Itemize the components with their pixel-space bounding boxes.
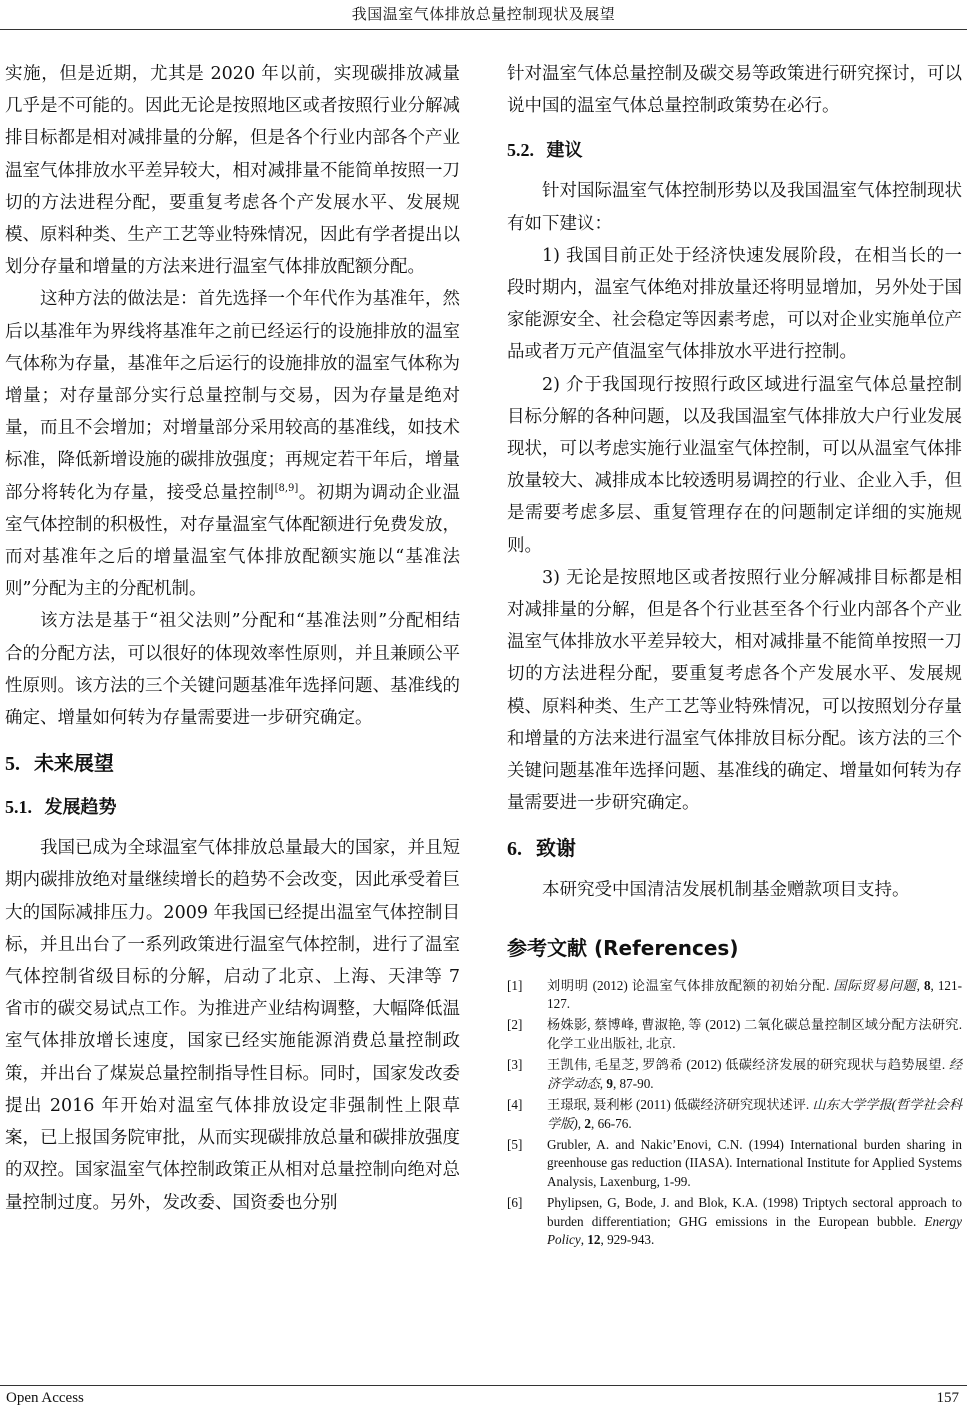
paragraph-allocation-method: 该方法是基于“祖父法则”分配和“基准法则”分配相结合的分配方法，可以很好的体现效率性原则，并且兼顾公平性原则。该方法的三个关键问题基准年选择问题、基准线的确定、增量如何转为存量需要进一步研究确定。 <box>5 611 460 729</box>
reference-item <box>507 1016 962 1053</box>
section-title: 发展趋势 <box>44 797 117 819</box>
reference-number: [5] <box>507 1136 523 1152</box>
journal-name: 山东大学学报(哲学社会科学版) <box>547 1097 963 1131</box>
paragraph-suggestion-1: 1) 我国目前正处于经济快速发展阶段，在相当长的一段时期内，温室气体绝对排放量还将明显增加，另外处于国家能源安全、社会稳定等因素考虑，可以对企业实施单位产品或者万元产值温室气体排放水平进行控制。 <box>507 245 962 363</box>
reference-item <box>507 1136 962 1191</box>
section-number: 6. <box>507 838 522 861</box>
right-column <box>507 58 962 1252</box>
paragraph-suggestions-intro: 针对国际温室气体控制形势以及我国温室气体控制现状有如下建议： <box>507 181 962 234</box>
journal-name: 经济学动态 <box>547 1057 962 1091</box>
running-head: 我国温室气体排放总量控制现状及展望 <box>351 5 616 23</box>
page-number: 157 <box>936 1390 959 1406</box>
paragraph-suggestion-2: 2) 介于我国现行按照行政区域进行温室气体总量控制目标分解的各种问题，以及我国温室气体排放大户行业发展现状，可以考虑实施行业温室气体控制，可以从温室气体排放量较大、减排成本比较透明易调控的行业、企业入手，但是需要考虑多层、重复管理存在的问题制定详细的实施规则。 <box>507 374 962 556</box>
journal-name: Energy Policy <box>547 1213 962 1247</box>
section-heading-6 <box>507 833 962 864</box>
volume: 12 <box>587 1231 601 1247</box>
left-column <box>5 58 460 1219</box>
header-divider <box>0 29 967 30</box>
reference-text: 王璟珉, 聂利彬 (2011) 低碳经济研究现状述评. 山东大学学报(哲学社会科学版), 2, 66-76. <box>547 1097 963 1131</box>
paragraph-text: 这种方法的做法是：首先选择一个年代作为基准年，然后以基准年为界线将基准年之前已经运行的设施排放的温室气体称为存量，基准年之后运行的设施排放的温室气体称为增量；对存量部分实行总量控制与交易，因为存量是绝对量，而且不会增加；对增量部分采用较高的基准线，如技术标准，降低新增设施的碳排放强度；再规定若干年后，增量部分将转化为存量，接受总量控制 <box>5 289 460 503</box>
section-number: 5.1. <box>5 797 32 818</box>
reference-number: [1] <box>507 977 523 993</box>
reference-item <box>507 977 962 1014</box>
reference-text: 王凯伟, 毛星芝, 罗鸽希 (2012) 低碳经济发展的研究现状与趋势展望. 经济学动态, 9, 87-90. <box>547 1057 962 1091</box>
reference-number: [2] <box>507 1017 523 1033</box>
reference-text: Phylipsen, G, Bode, J. and Blok, K.A. (1998) Triptych sectoral approach to burden differentiation; GHG emissions in the European bubble. Energy Policy, 12, 929-943. <box>547 1195 962 1247</box>
reference-list <box>507 977 962 1250</box>
footer-open-access: Open Access <box>6 1390 84 1406</box>
reference-number: [3] <box>507 1057 523 1073</box>
reference-number: [6] <box>507 1195 523 1211</box>
section-title: 建议 <box>546 140 583 162</box>
volume: 2 <box>584 1115 591 1131</box>
paragraph-acknowledgement: 本研究受中国清洁发展机制基金赠款项目支持。 <box>542 880 910 901</box>
reference-text: Grubler, A. and Nakic’Enovi, C.N. (1994) International burden sharing in greenhouse gas reduction (IIASA). International Institute for Applied Systems Analysis, Laxenburg, 1-99. <box>547 1136 962 1189</box>
volume: 9 <box>606 1075 613 1091</box>
paragraph-continued: 实施，但是近期，尤其是 2020 年以前，实现碳排放减量几乎是不可能的。因此无论是按照地区或者按照行业分解减排目标都是相对减排量的分解，但是各个行业内部各个产业温室气体排放水平差异较大，相对减排量不能简单按照一刀切的方法进程分配，要重复考虑各个产发展水平、发展规模、原料种类、生产工艺等业特殊情况，因此有学者提出以划分存量和增量的方法来进行温室气体排放配额分配。 <box>5 64 460 278</box>
section-number: 5.2. <box>507 140 534 161</box>
section-title: 致谢 <box>535 836 576 861</box>
paragraph-suggestion-3: 3) 无论是按照地区或者按照行业分解减排目标都是相对减排量的分解，但是各个行业甚至各个行业内部各个产业温室气体排放水平差异较大，相对减排量不能简单按照一刀切的方法进程分配，要重复考虑各个产发展水平、发展规模、原料种类、生产工艺等业特殊情况，可以按照划分存量和增量的方法来进行温室气体排放目标分配。该方法的三个关键问题基准年选择问题、基准线的确定、增量如何转为存量需要进一步研究确定。 <box>507 567 962 814</box>
reference-number: [4] <box>507 1097 523 1113</box>
citation: [8,9] <box>274 482 299 494</box>
references-heading: 参考文献 (References) <box>507 935 739 960</box>
reference-text: 刘明明 (2012) 论温室气体排放配额的初始分配. 国际贸易问题, 8, 121-127. <box>547 977 963 1012</box>
paragraph-continued: 针对温室气体总量控制及碳交易等政策进行研究探讨，可以说中国的温室气体总量控制政策势在必行。 <box>507 64 962 117</box>
reference-item <box>507 1096 962 1133</box>
reference-item <box>507 1056 962 1093</box>
footer-divider <box>0 1385 967 1386</box>
subsection-heading-5-2 <box>507 136 962 165</box>
reference-item <box>507 1194 962 1249</box>
reference-text: 杨姝影, 蔡博峰, 曹淑艳, 等 (2012) 二氧化碳总量控制区域分配方法研究.化学工业出版社, 北京. <box>547 1017 962 1051</box>
paragraph-text: 。初期为调动企业温室气体控制的积极性，对存量温室气体配额进行免费发放，而对基准年之后的增量温室气体排放配额实施以“基准法则”分配为主的分配机制。 <box>5 482 461 600</box>
subsection-heading-5-1 <box>5 793 460 822</box>
paragraph-baseline-method <box>5 283 460 605</box>
section-number: 5. <box>5 753 20 776</box>
section-title: 未来展望 <box>33 751 114 776</box>
volume: 8 <box>923 977 931 993</box>
journal-name: 国际贸易问题 <box>833 977 917 993</box>
paragraph-trend: 我国已成为全球温室气体排放总量最大的国家，并且短期内碳排放绝对量继续增长的趋势不会改变，因此承受着巨大的国际减排压力。2009 年我国已经提出温室气体控制目标，并且出台了一系列政策进行温室气体控制，进行了温室气体控制省级目标的分解，启动了北京、上海、天津等 7 省市的碳交易试点工作。为推进产业结构调整，大幅降低温室气体排放增长速度，国家已经实施能源消费总量控制政策，并出台了煤炭总量控制指导性目标。同时，国家发改委提出 2016 年开始对温室气体排放设定非强制性上限草案，已上报国务院审批，从而实现碳排放总量和碳排放强度的双控。国家温室气体控制政策正从相对总量控制向绝对总量控制过度。另外，发改委、国资委也分别 <box>5 838 460 1213</box>
section-heading-5 <box>5 748 460 779</box>
